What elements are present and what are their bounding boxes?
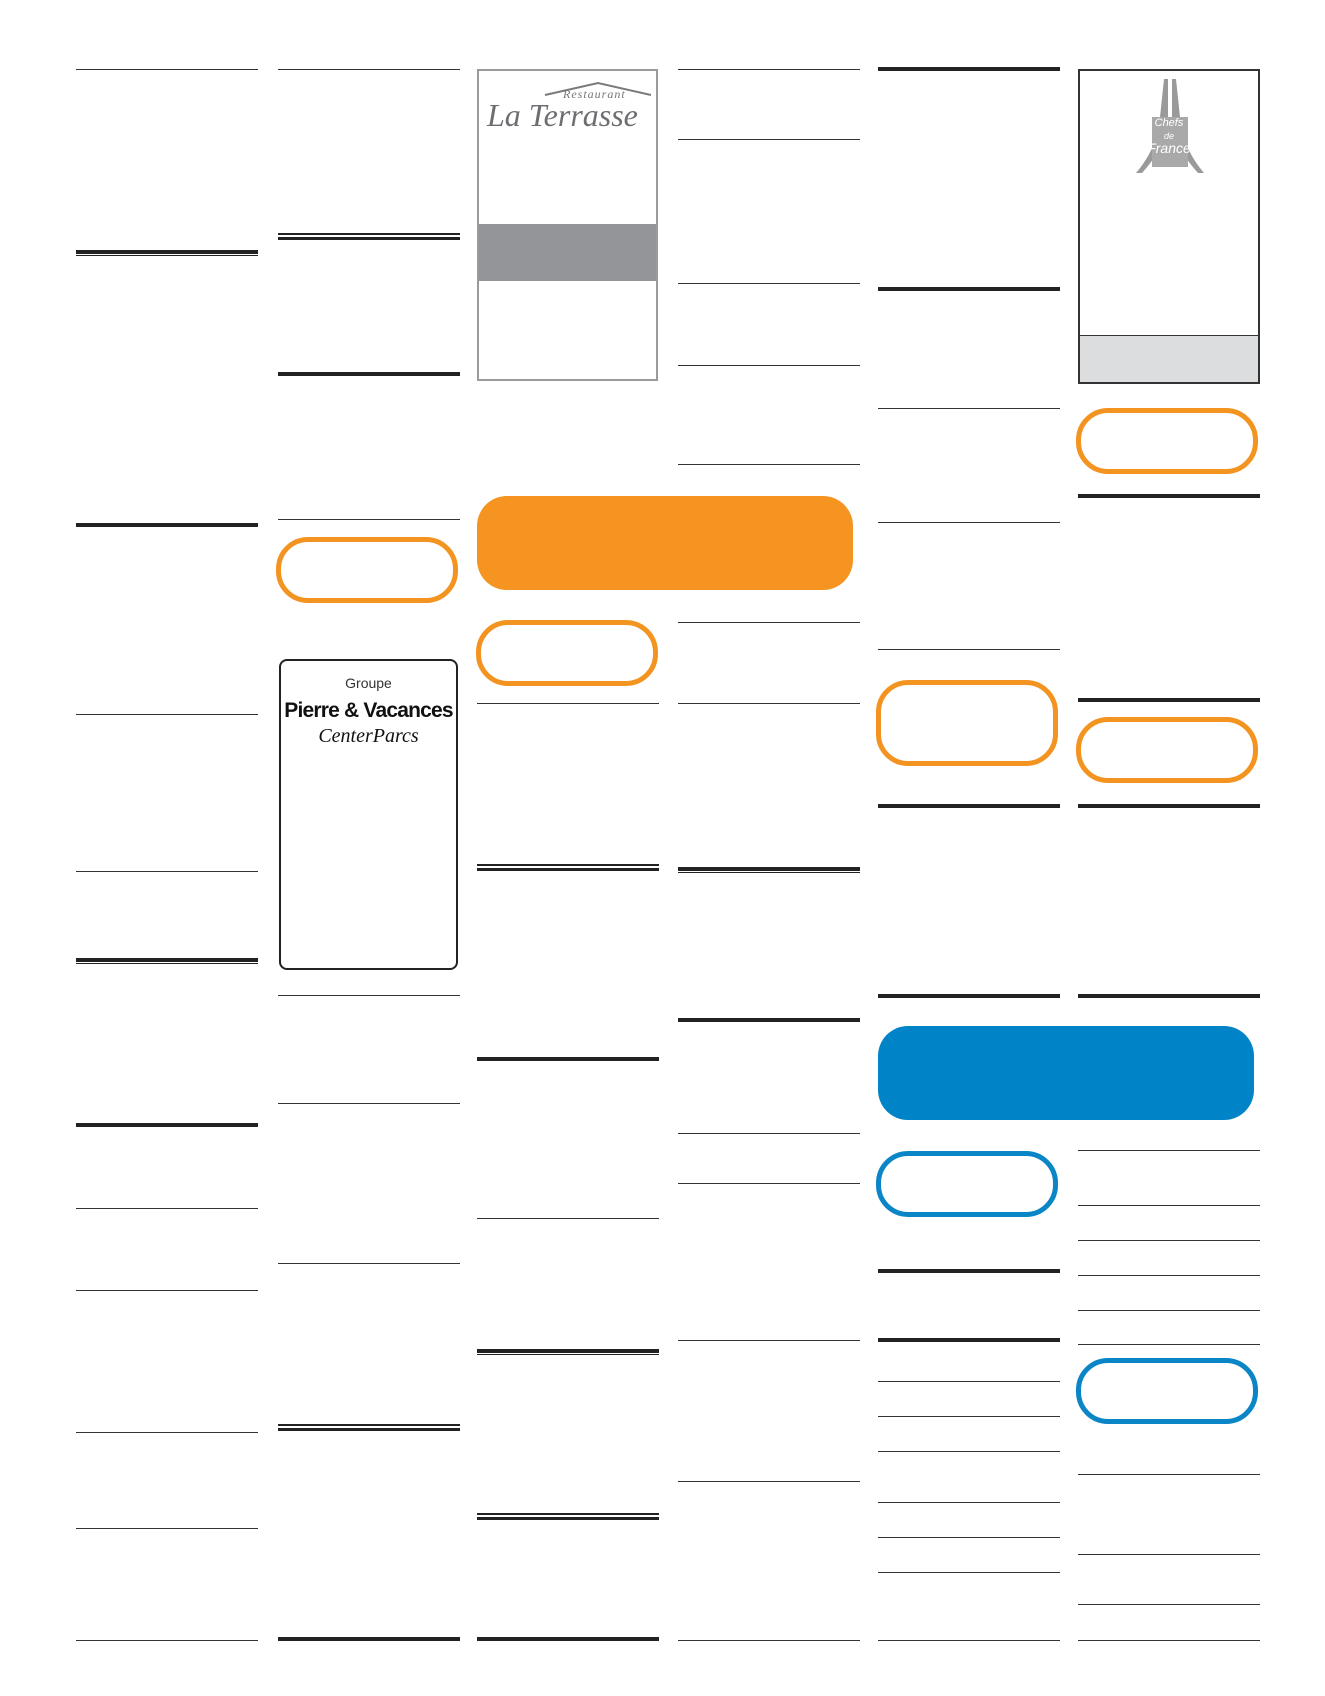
ad-chefs-line1: Chefs: [1154, 117, 1184, 129]
rule: [76, 69, 258, 70]
ad-groupe-label: Groupe: [345, 675, 392, 691]
rule-thick: [1078, 698, 1260, 702]
rule-thick: [1078, 994, 1260, 998]
rule: [278, 995, 460, 996]
rule: [477, 1218, 659, 1219]
ad-sub-brand: CenterParcs: [318, 725, 419, 747]
blue-outline-box: [1076, 1358, 1258, 1424]
rule: [678, 1183, 860, 1184]
rule: [1078, 1205, 1260, 1206]
rule: [878, 1537, 1060, 1538]
rule-double: [477, 1349, 659, 1355]
rule: [678, 1133, 860, 1134]
rule: [1078, 1275, 1260, 1276]
rule: [678, 139, 860, 140]
rule: [878, 1502, 1060, 1503]
rule-thick: [1078, 804, 1260, 808]
rule-thick: [278, 372, 460, 376]
rule: [278, 1103, 460, 1104]
blue-banner: [878, 1026, 1254, 1120]
rule: [76, 1528, 258, 1529]
orange-outline-box: [1076, 408, 1258, 474]
rule: [76, 1208, 258, 1209]
ad-restaurant-name: La Terrasse: [487, 97, 638, 133]
orange-outline-box: [1076, 717, 1258, 783]
ad-chefs-line3: France: [1147, 140, 1191, 156]
ad-light-gray-band: [1080, 335, 1258, 382]
orange-outline-box: [476, 620, 658, 686]
orange-outline-box: [276, 537, 458, 603]
ad-pierre-vacances[interactable]: [279, 659, 458, 970]
rule: [1078, 1344, 1260, 1345]
ad-chefs-line2: de: [1163, 131, 1174, 141]
ad-la-terrasse[interactable]: [477, 69, 658, 381]
rule: [878, 408, 1060, 409]
rule: [278, 69, 460, 70]
orange-banner: [477, 496, 853, 590]
rule: [1078, 1640, 1260, 1641]
rule-double: [477, 1513, 659, 1520]
rule: [76, 714, 258, 715]
rule-thick: [1078, 494, 1260, 498]
rule: [76, 1290, 258, 1291]
rule: [878, 1451, 1060, 1452]
rule: [878, 1381, 1060, 1382]
rule: [278, 519, 460, 520]
rule: [678, 365, 860, 366]
rule: [678, 1340, 860, 1341]
rule-thick: [477, 1057, 659, 1061]
rule-thick: [878, 1338, 1060, 1342]
rule-double: [278, 233, 460, 240]
rule-double: [76, 250, 258, 256]
rule: [678, 622, 860, 623]
rule: [678, 283, 860, 284]
rule: [1078, 1604, 1260, 1605]
rule: [76, 1432, 258, 1433]
rule: [678, 1640, 860, 1641]
rule: [678, 703, 860, 704]
rule: [76, 1640, 258, 1641]
rule: [1078, 1474, 1260, 1475]
ad-restaurant-label: Restaurant: [563, 87, 626, 101]
rule-double: [278, 1424, 460, 1431]
rule: [878, 1640, 1060, 1641]
rule: [1078, 1150, 1260, 1151]
rule: [1078, 1310, 1260, 1311]
rule-thick: [878, 67, 1060, 71]
rule-thick: [878, 1269, 1060, 1273]
rule: [678, 464, 860, 465]
rule: [477, 703, 659, 704]
rule: [678, 1481, 860, 1482]
rule-double: [477, 864, 659, 871]
rule-double: [76, 958, 258, 964]
ad-chefs-de-france[interactable]: [1078, 69, 1260, 384]
rule: [76, 871, 258, 872]
blue-outline-box: [876, 1151, 1058, 1217]
rule-thick: [76, 523, 258, 527]
rule-thick: [878, 287, 1060, 291]
orange-outline-box: [876, 680, 1058, 766]
rule: [1078, 1554, 1260, 1555]
rule-thick: [878, 804, 1060, 808]
rule: [278, 1263, 460, 1264]
rule-thick: [477, 1637, 659, 1641]
rule-thick: [678, 1018, 860, 1022]
rule: [878, 649, 1060, 650]
rule: [878, 522, 1060, 523]
rule: [678, 69, 860, 70]
rule: [878, 1572, 1060, 1573]
ad-gray-band: [479, 224, 656, 281]
rule: [1078, 1240, 1260, 1241]
rule-thick: [278, 1637, 460, 1641]
rule-thick: [878, 994, 1060, 998]
rule-double: [678, 867, 860, 873]
rule-thick: [76, 1123, 258, 1127]
rule: [878, 1416, 1060, 1417]
ad-brand-name: Pierre & Vacances: [284, 699, 453, 722]
